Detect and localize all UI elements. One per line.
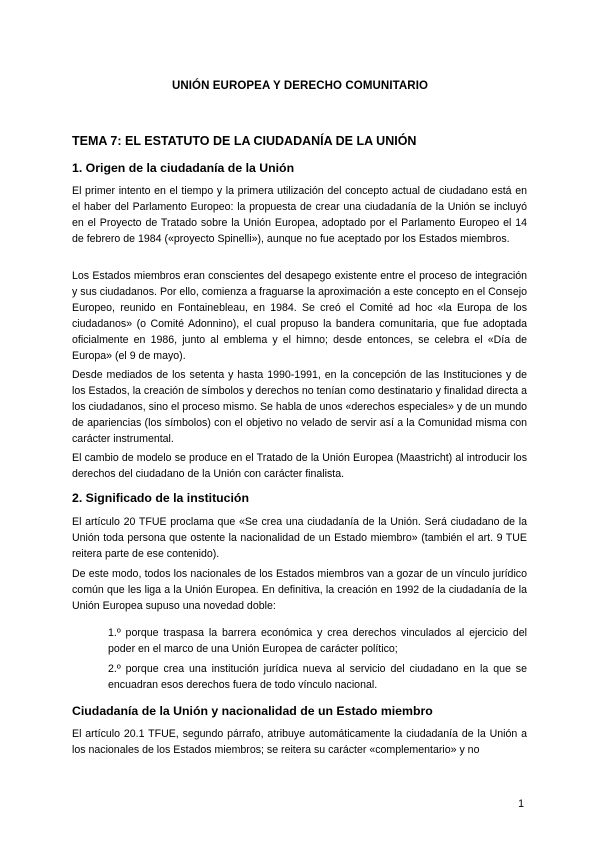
paragraph: El artículo 20.1 TFUE, segundo párrafo, atribuye automáticamente la ciudadanía de la Unión a los nacionales de los Estados miembros; se reitera su carácter «complementario» y no (72, 728, 527, 756)
list-item: 1.º porque traspasa la barrera económica y crea derechos vinculados al ejercicio del poder en el marco de una Unión Europea de carácter político; (108, 627, 527, 655)
paragraph: El artículo 20 TFUE proclama que «Se crea una ciudadanía de la Unión. Será ciudadano de la Unión toda persona que ostente la nacionalidad de un Estado miembro» (también el art. 9 TUE reitera parte de ese contenido). (72, 516, 527, 560)
section-heading-meaning: 2. Significado de la institución (72, 491, 249, 505)
topic-title: TEMA 7: EL ESTATUTO DE LA CIUDADANÍA DE LA UNIÓN (72, 134, 417, 148)
section-heading-origin: 1. Origen de la ciudadanía de la Unión (72, 161, 295, 175)
paragraph: El cambio de modelo se produce en el Tratado de la Unión Europea (Maastricht) al introducir los derechos del ciudadano de la Unión con carácter finalista. (72, 452, 527, 480)
list-item: 2.º porque crea una institución jurídica nueva al servicio del ciudadano en la que se encuadran esos derechos fuera de todo vínculo nacional. (108, 663, 527, 691)
paragraph: De este modo, todos los nacionales de los Estados miembros van a gozar de un vínculo jurídico común que les liga a la Unión Europea. En definitiva, la creación en 1992 de la ciudadanía de la Unión Europea supuso una novedad doble: (72, 568, 527, 612)
section-heading-nationality: Ciudadanía de la Unión y nacionalidad de un Estado miembro (72, 704, 433, 718)
paragraph: Los Estados miembros eran conscientes del desapego existente entre el proceso de integración y sus ciudadanos. Por ello, comienza a fraguarse la aproximación a este concepto en el Consejo Europeo, reunido en Fontainebleau, en 1984. Se creó el Comité ad hoc «la Europa de los ciudadanos» (o Comité Adonnino), el cual propuso la bandera comunitaria, que fue adoptada oficialmente en 1986, junto al emblema y el himno; desde entonces, se celebra el «Día de Europa» (el 9 de mayo). (72, 270, 527, 362)
document-header: UNIÓN EUROPEA Y DERECHO COMUNITARIO (171, 80, 429, 92)
paragraph: Desde mediados de los setenta y hasta 1990-1991, en la concepción de las Instituciones y de los Estados, la creación de símbolos y derechos no tenían como destinatario y finalidad directa a los ciudadanos, sino el proceso mismo. Se habla de unos «derechos especiales» y de un mundo de apariencias (los símbolos) con el objetivo no velado de servir así a la Comunidad misma con carácter instrumental. (72, 369, 527, 445)
paragraph: El primer intento en el tiempo y la primera utilización del concepto actual de ciudadano está en el haber del Parlamento Europeo: la propuesta de crear una ciudadanía de la Unión se incluyó en el Proyecto de Tratado sobre la Unión Europea, adoptado por el Parlamento Europeo el 14 de febrero de 1984 («proyecto Spinelli»), aunque no fue aceptado por los Estados miembros. (72, 185, 527, 245)
page-number: 1 (518, 798, 524, 810)
